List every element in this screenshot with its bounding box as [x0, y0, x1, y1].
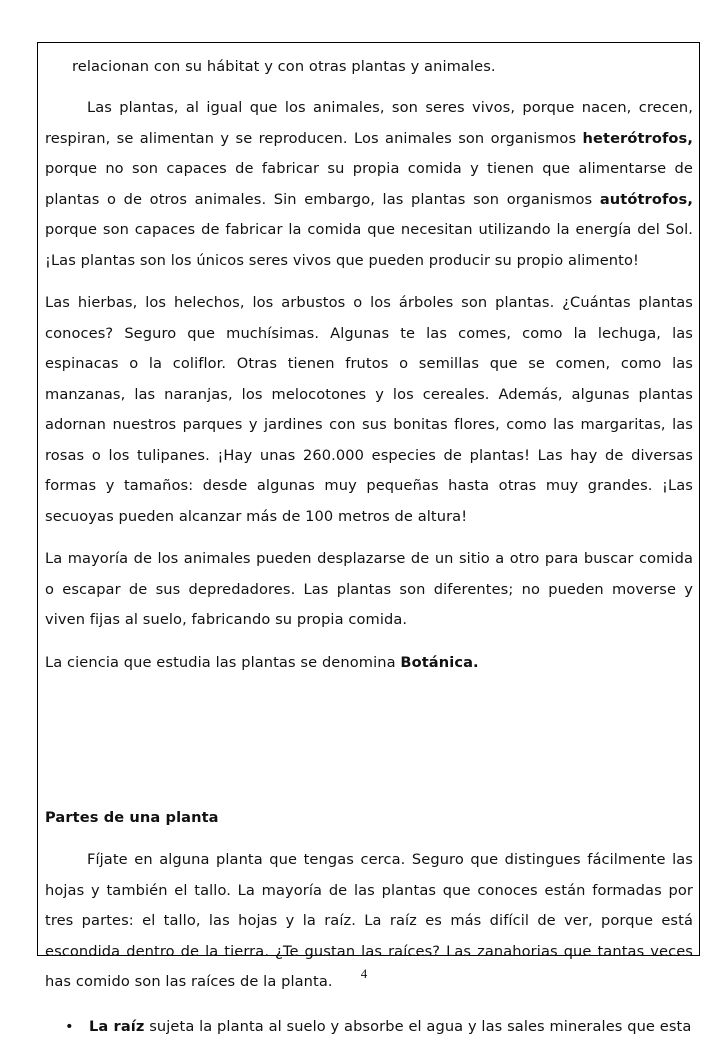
bullet-icon: •: [65, 1017, 74, 1035]
paragraph-botanica: [45, 648, 693, 679]
term-autotrofos: autótrofos,: [599, 190, 693, 208]
paragraph-partes: Fíjate en alguna planta que tengas cerca. Seguro que distingues fácilmente las hojas y también el tallo. La mayoría de las plantas que conoces están formadas por tres partes: el tallo, las hojas y la raíz. La raíz es más difícil de ver, porque está escondida dentro de la tierra. ¿Te gustan las raíces? Las zanahorias que tantas veces has comido son las raíces de la planta.: [45, 851, 693, 990]
list-item: [45, 1012, 693, 1042]
paragraph-text: porque son capaces de fabricar la comida que necesitan utilizando la energía del Sol. ¡Las plantas son los únicos seres vivos que pueden producir su propio alimento!: [45, 221, 693, 269]
paragraph-text: Las plantas, al igual que los animales, son seres vivos, porque nacen, crecen, respiran, se alimentan y se reproducen. Los animales son organismos: [45, 99, 693, 147]
list-item-text: [89, 1012, 691, 1042]
continuation-line: relacionan con su hábitat y con otras plantas y animales.: [72, 58, 496, 75]
paragraph-text: porque no son capaces de fabricar su propia comida y tienen que alimentarse de plantas o de otros animales. Sin embargo, las plantas son organismos: [45, 160, 693, 208]
page-content: [45, 55, 693, 1042]
paragraph-text: La ciencia que estudia las plantas se denomina: [45, 653, 401, 671]
list-item-body: sujeta la planta al suelo y absorbe el agua y las sales minerales que esta: [144, 1017, 692, 1035]
term-heterotrofos: heterótrofos,: [582, 129, 693, 147]
paragraph-tipos-plantas: Las hierbas, los helechos, los arbustos o los árboles son plantas. ¿Cuántas plantas conoces? Seguro que muchísimas. Algunas te las comes, como la lechuga, las espinacas o la coliflor. Otras tienen frutos o semillas que se comen, como las manzanas, las naranjas, los melocotones y los cereales. Además, algunas plantas adornan nuestros parques y jardines con sus bonitas flores, como las margaritas, las rosas o los tulipanes. ¡Hay unas 260.000 especies de plantas! Las hay de diversas formas y tamaños: desde algunas muy pequeñas hasta otras muy grandes. ¡Las secuoyas pueden alcanzar más de 100 metros de altura!: [45, 294, 693, 525]
page-number: 4: [360, 966, 368, 981]
paragraph-animales-plantas: La mayoría de los animales pueden desplazarse de un sitio a otro para buscar comida o escapar de sus depredadores. Las plantas son diferentes; no pueden moverse y viven fijas al suelo, fabricando su propia comida.: [45, 550, 693, 628]
section-heading: Partes de una planta: [45, 809, 219, 826]
term-la-raiz: La raíz: [89, 1017, 145, 1035]
paragraph-seres-vivos: [45, 93, 693, 276]
term-botanica: Botánica.: [400, 653, 479, 671]
